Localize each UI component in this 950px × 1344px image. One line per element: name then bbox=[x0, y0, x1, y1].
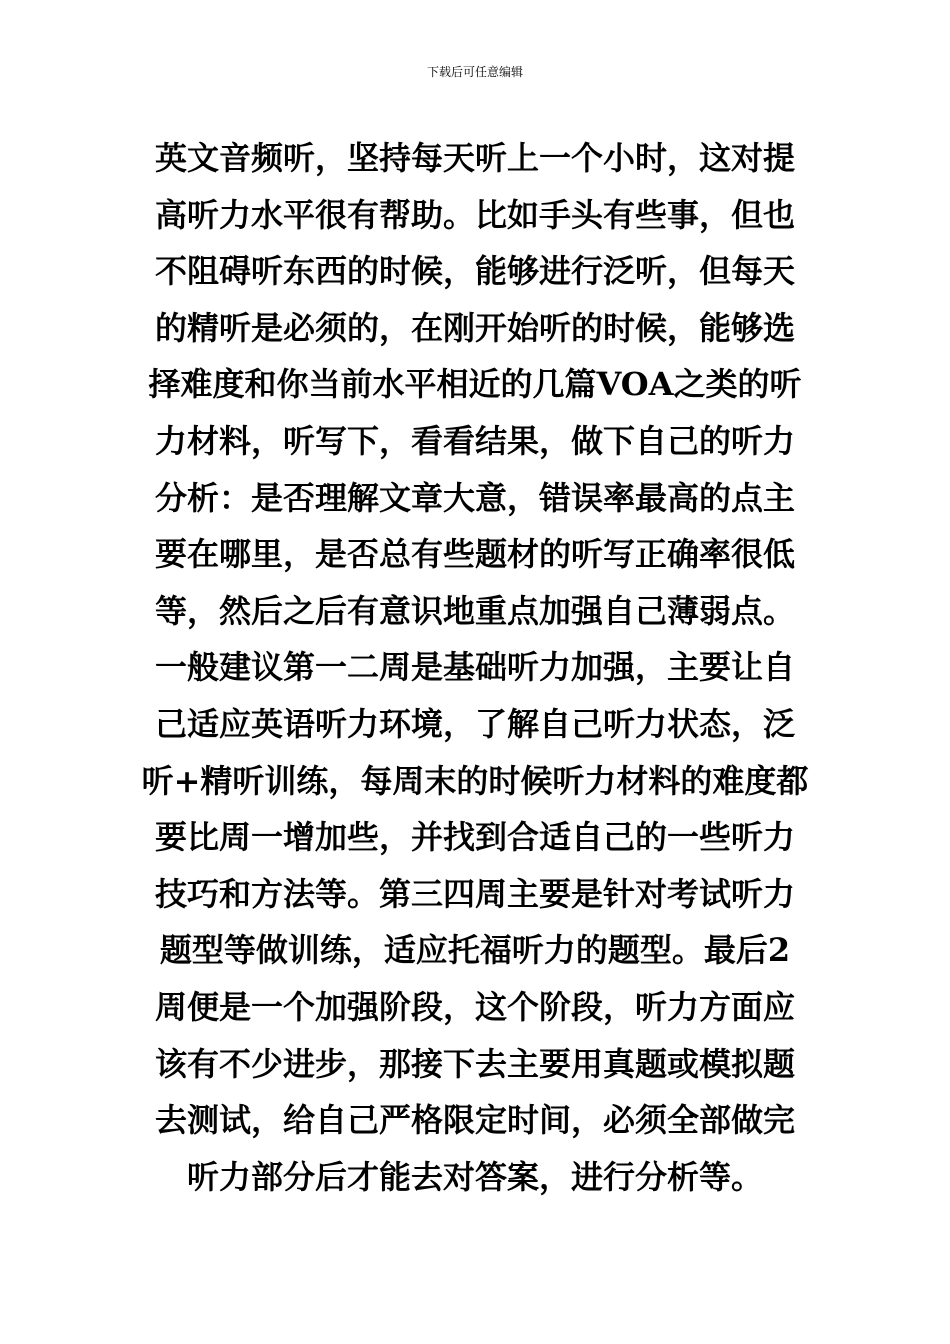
text-line: 己适应英语听力环境，了解自己听力状态，泛 bbox=[154, 704, 795, 743]
body-text bbox=[140, 130, 810, 1205]
text-line: 听+精听训练，每周末的时候听力材料的难度都 bbox=[141, 761, 809, 800]
text-line: 不阻碍听东西的时候，能够进行泛听，但每天 bbox=[154, 252, 795, 291]
text-line: 听力部分后才能去对答案，进行分析等。 bbox=[186, 1157, 763, 1196]
text-line: 的精听是必须的，在刚开始听的时候，能够选 bbox=[154, 308, 795, 347]
text-line: 英文音频听，坚持每天听上一个小时，这对提 bbox=[154, 139, 795, 177]
text-line: 高听力水平很有帮助。比如手头有些事，但也 bbox=[154, 195, 795, 234]
page-header: 下载后可任意编辑 bbox=[426, 65, 523, 79]
text-line: 周便是一个加强阶段，这个阶段，听力方面应 bbox=[154, 987, 795, 1026]
text-line: 题型等做训练，适应托福听力的题型。最后2 bbox=[159, 931, 791, 970]
text-line: 技巧和方法等。第三四周主要是针对考试听力 bbox=[154, 874, 795, 913]
text-line: 要比周一增加些，并找到合适自己的一些听力 bbox=[154, 818, 795, 857]
text-line: 一般建议第一二周是基础听力加强，主要让自 bbox=[154, 648, 795, 687]
text-line: 分析：是否理解文章大意，错误率最高的点主 bbox=[154, 478, 795, 517]
text-line: 要在哪里，是否总有些题材的听写正确率很低 bbox=[154, 535, 795, 574]
text-line: 择难度和你当前水平相近的几篇VOA之类的听 bbox=[148, 365, 802, 404]
text-line: 去测试，给自己严格限定时间，必须全部做完 bbox=[154, 1101, 795, 1140]
text-line: 该有不少进步，那接下去主要用真题或模拟题 bbox=[154, 1044, 795, 1083]
text-line: 力材料，听写下，看看结果，做下自己的听力 bbox=[154, 421, 795, 460]
text-line: 等，然后之后有意识地重点加强自己薄弱点。 bbox=[154, 591, 795, 630]
